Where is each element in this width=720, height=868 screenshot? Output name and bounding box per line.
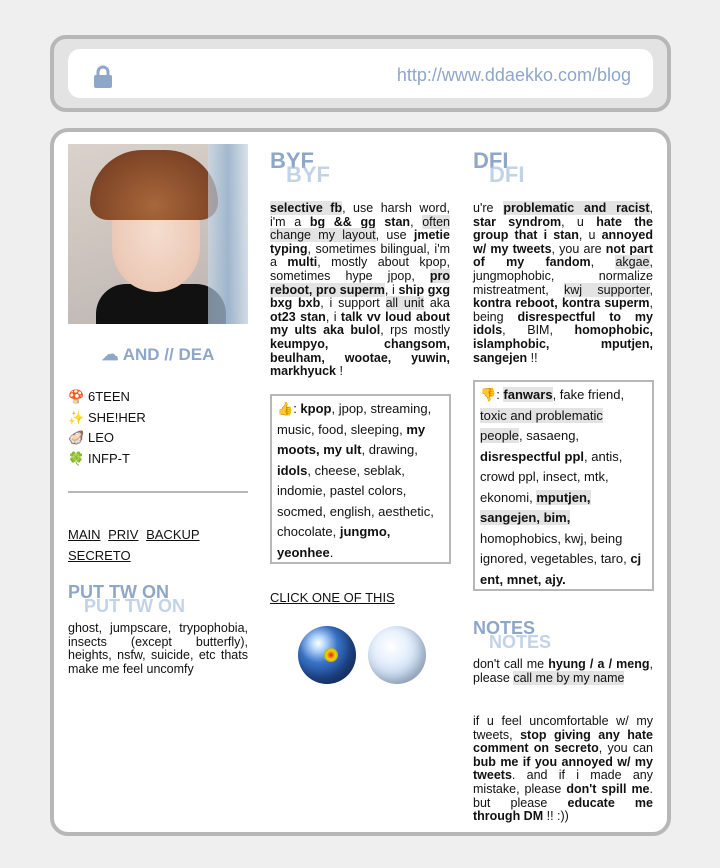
nav-links	[68, 524, 248, 566]
text-segment: kwj supporter	[564, 282, 650, 297]
marble-button-1[interactable]	[298, 626, 356, 684]
click-one-link[interactable]: CLICK ONE OF THIS	[270, 590, 395, 605]
fact-item	[68, 387, 146, 408]
notes-text-2	[473, 715, 653, 824]
text-segment: homophobic, islamphobic, mputjen, sangejen	[473, 323, 653, 365]
text-segment: , u	[578, 228, 602, 243]
link-priv[interactable]: PRIV	[108, 527, 139, 542]
profile-card	[50, 128, 671, 836]
text-segment: often change my layout	[270, 214, 450, 243]
text-segment: u're	[473, 201, 504, 215]
text-segment: problematic and racist	[503, 201, 650, 215]
text-segment: :	[293, 401, 301, 416]
text-segment: stop giving any hate comment on secreto	[473, 727, 653, 756]
text-segment: educate me through DM	[473, 795, 653, 824]
divider	[68, 491, 248, 493]
text-segment: , i support	[320, 296, 386, 311]
link-backup[interactable]: BACKUP	[146, 527, 200, 542]
text-segment: disrespectful ppl	[480, 448, 585, 464]
text-segment: kontra reboot, kontra superm	[473, 296, 650, 311]
address-bar	[50, 35, 671, 112]
lock-icon	[93, 65, 113, 89]
text-segment: , jpop, streaming, music, food, sleeping,	[277, 401, 432, 437]
text-segment: my moots, my ult	[277, 421, 426, 457]
fact-label: INFP-T	[88, 450, 130, 466]
text-segment: , jungmophobic, normalize mistreatment,	[473, 255, 653, 297]
text-segment: selective fb	[270, 201, 343, 215]
text-segment: toxic and problematic people	[480, 407, 603, 443]
text-segment: . but please	[473, 781, 653, 810]
text-segment: idols	[277, 462, 308, 478]
sparkles-icon: ✨	[68, 409, 85, 425]
text-segment: , use	[375, 228, 414, 243]
notes-title: NOTES NOTES	[473, 618, 552, 652]
text-segment: , rps mostly	[380, 323, 451, 338]
text-segment: all unit	[385, 296, 425, 311]
text-segment: , you can	[598, 741, 653, 756]
fact-label: LEO	[88, 430, 115, 445]
text-segment: talk vv loud about my ults aka bulol	[270, 309, 450, 338]
text-segment: , i	[325, 309, 341, 324]
text-segment: , you are	[551, 241, 606, 256]
text-segment: hyung / a / meng	[548, 657, 650, 671]
text-segment: don't spill me	[566, 781, 650, 796]
text-segment: kpop	[300, 401, 332, 416]
text-segment: , drawing,	[361, 442, 418, 457]
text-segment: star syndrom	[473, 214, 562, 229]
text-segment: , please	[473, 657, 653, 685]
put-tw-title: PUT TW ON PUT TW ON	[68, 582, 185, 616]
address-bar-inner	[68, 49, 653, 98]
text-segment: cj ent, mnet, ajy.	[480, 551, 642, 587]
notes-text-1	[473, 658, 653, 685]
marble-button-2[interactable]	[368, 626, 426, 684]
thumbs-up-icon: 👍	[277, 401, 294, 416]
text-segment: ,	[649, 201, 653, 215]
text-segment: jmetie typing	[270, 228, 450, 256]
text-segment: aka	[424, 296, 450, 311]
dfi-title: DFI DFI	[473, 148, 525, 187]
text-segment: not part of my fandom	[473, 241, 653, 270]
text-segment: mputjen, sangejen, bim,	[480, 489, 591, 525]
text-segment: ot23 stan	[270, 309, 326, 324]
oyster-icon: 🦪	[68, 430, 85, 445]
text-segment: fanwars	[503, 387, 553, 402]
profile-name	[68, 345, 248, 365]
fact-label: 6TEEN	[88, 389, 130, 404]
fact-item	[68, 408, 146, 429]
profile-facts	[68, 387, 146, 469]
text-segment: :	[496, 387, 504, 402]
text-segment: !!	[527, 350, 538, 365]
dislikes-box	[473, 380, 654, 591]
text-segment: , i	[384, 282, 399, 297]
text-segment: , mostly about kpop, sometimes hype jpop,	[270, 255, 450, 283]
clover-icon: 🍀	[68, 450, 85, 466]
mushroom-icon: 🍄	[68, 389, 85, 404]
text-segment: bub me if you annoyed w/ my tweets	[473, 754, 653, 783]
text-segment: ,	[590, 255, 616, 270]
text-segment: !	[336, 364, 343, 379]
text-segment: , sasaeng,	[519, 428, 580, 443]
thumbs-down-icon: 👎	[480, 387, 497, 402]
text-segment: jungmo, yeonhee	[277, 524, 391, 560]
text-segment: ship gxg bxg bxb	[270, 282, 450, 311]
dfi-text	[473, 202, 653, 365]
url-text[interactable]: http://www.ddaekko.com/blog	[396, 65, 631, 85]
link-secreto[interactable]: SECRETO	[68, 548, 131, 563]
likes-text	[277, 401, 434, 560]
text-segment: .	[329, 544, 334, 560]
text-segment: annoyed w/ my tweets	[473, 228, 654, 256]
dislikes-text	[480, 387, 641, 587]
text-segment: !! :))	[543, 809, 569, 824]
text-segment: , antis, crowd ppl, insect, mtk, ekonomi,	[480, 448, 623, 505]
text-segment: , being	[473, 296, 653, 324]
put-tw-text: ghost, jumpscare, trypophobia, insects (except butterfly), heights, nsfw, suicide, etc thats make me feel uncomfy	[68, 621, 248, 676]
byf-title: BYF BYF	[270, 148, 330, 187]
text-segment: , sometimes bilingual, i'm a	[270, 241, 450, 270]
text-segment: disrespectful to my idols	[473, 309, 653, 338]
text-segment: pro reboot, pro superm	[270, 268, 450, 297]
profile-name-text: AND // DEA	[122, 345, 215, 364]
byf-text	[270, 202, 450, 379]
fact-item	[68, 449, 146, 470]
text-segment: keumpyo, changsom, beulham, wootae, yuwin, markhyuck	[270, 336, 450, 379]
text-segment: bg && gg stan	[309, 214, 411, 229]
text-segment: hate the group that i stan	[473, 214, 653, 243]
text-segment: , use harsh word, i'm a	[270, 201, 451, 229]
fact-item	[68, 428, 146, 449]
text-segment: , fake friend,	[552, 387, 625, 402]
text-segment: call me by my name	[513, 670, 625, 685]
text-segment: akgae	[615, 255, 650, 270]
text-segment: ,	[649, 282, 653, 297]
text-segment: , cheese, seblak, indomie, pastel colors, socmed, english, aesthetic, chocolate,	[277, 462, 434, 539]
link-main[interactable]: MAIN	[68, 527, 101, 542]
cloud-icon: ☁	[101, 345, 119, 364]
text-segment: , BIM,	[502, 323, 575, 338]
profile-photo	[68, 144, 248, 324]
text-segment: if u feel uncomfortable w/ my tweets,	[473, 714, 653, 742]
fact-label: SHE!HER	[88, 409, 146, 425]
text-segment: homophobics, kwj, being ignored, vegetables, taro,	[480, 530, 631, 566]
text-segment: . and if i made any mistake, please	[473, 768, 653, 796]
text-segment: don't call me	[473, 657, 549, 671]
text-segment: , u	[561, 214, 597, 229]
likes-box	[270, 394, 451, 564]
text-segment: ,	[410, 214, 423, 229]
text-segment: multi	[287, 255, 318, 270]
